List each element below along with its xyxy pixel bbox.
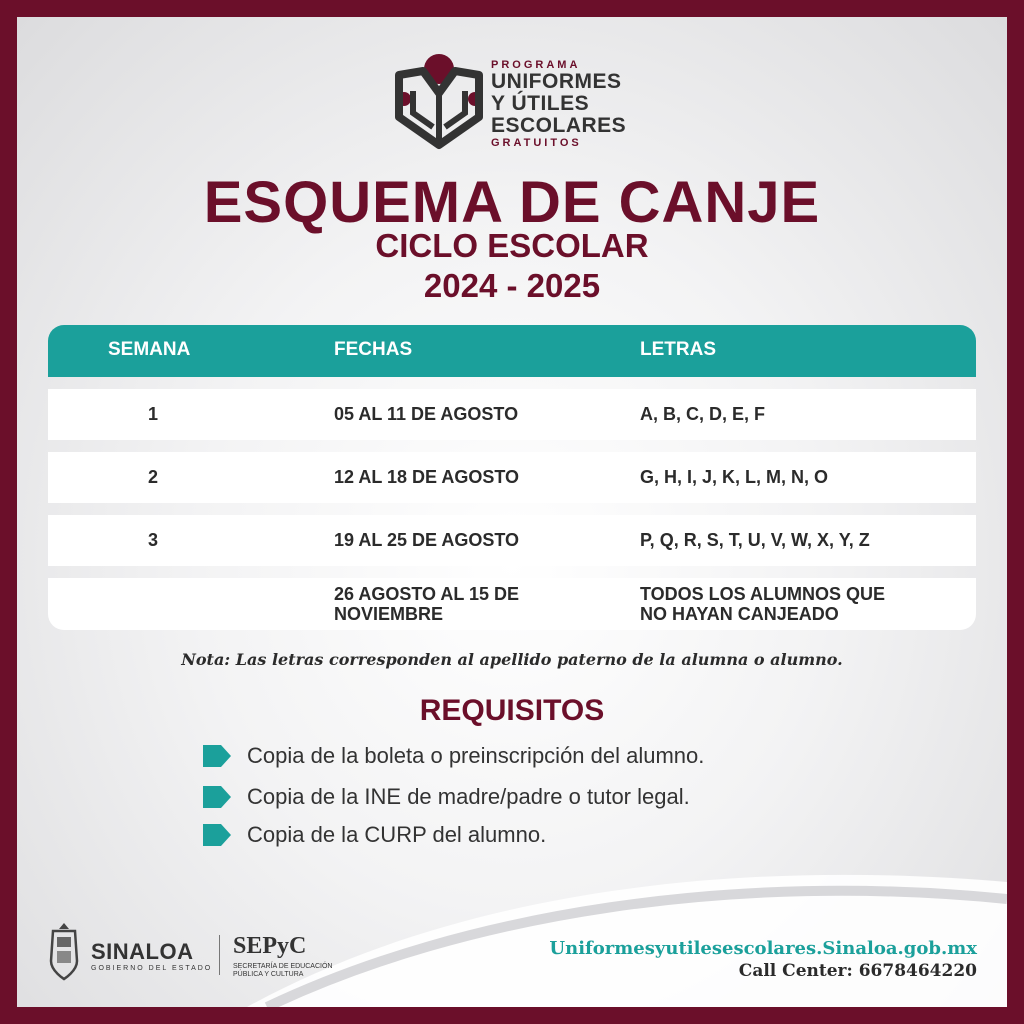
header-fechas: FECHAS bbox=[334, 339, 413, 360]
program-name-line3: ESCOLARES bbox=[491, 114, 627, 137]
agency-subtitle-line1: SECRETARÍA DE EDUCACIÓN bbox=[233, 963, 333, 970]
cell-letras-line2: NO HAYAN CANJEADO bbox=[640, 604, 839, 624]
requirement-text: Copia de la INE de madre/padre o tutor legal. bbox=[247, 784, 690, 809]
cell-fechas: 05 AL 11 DE AGOSTO bbox=[334, 404, 519, 424]
requirement-text: Copia de la boleta o preinscripción del alumno. bbox=[247, 743, 705, 768]
state-crest-icon bbox=[47, 921, 81, 981]
cell-semana: 3 bbox=[148, 530, 159, 550]
program-logo-icon bbox=[395, 53, 485, 153]
school-year: 2024 - 2025 bbox=[423, 267, 601, 304]
requirement-text: Copia de la CURP del alumno. bbox=[247, 822, 547, 847]
cell-letras: G, H, I, J, K, L, M, N, O bbox=[640, 467, 829, 487]
schedule-table-header bbox=[48, 325, 976, 377]
page-title: ESQUEMA DE CANJE bbox=[203, 170, 821, 235]
table-row bbox=[48, 452, 976, 503]
agency-name: SEPyC bbox=[233, 933, 307, 959]
arrow-bullet-icon bbox=[203, 786, 231, 808]
cell-fechas-line1: 26 AGOSTO AL 15 DE bbox=[334, 584, 520, 604]
cell-semana: 1 bbox=[148, 404, 159, 424]
cell-fechas-line2: NOVIEMBRE bbox=[334, 604, 444, 624]
cell-fechas bbox=[334, 584, 519, 624]
cell-letras: A, B, C, D, E, F bbox=[640, 404, 766, 424]
program-logo bbox=[395, 53, 655, 163]
poster-panel bbox=[17, 17, 1007, 1007]
agency-subtitle-line2: PÚBLICA Y CULTURA bbox=[233, 971, 304, 978]
government-logos bbox=[47, 921, 347, 985]
agency-subtitle bbox=[233, 963, 332, 979]
header-semana: SEMANA bbox=[108, 339, 191, 360]
program-tagline: GRATUITOS bbox=[491, 137, 582, 149]
table-row bbox=[48, 389, 976, 440]
table-row bbox=[48, 515, 976, 566]
header-letras: LETRAS bbox=[640, 339, 716, 360]
state-name: SINALOA bbox=[91, 939, 194, 964]
program-logo-text bbox=[491, 59, 626, 149]
page-subtitle: CICLO ESCOLAR bbox=[375, 227, 649, 264]
logo-divider bbox=[219, 935, 220, 975]
cell-semana: 2 bbox=[148, 467, 159, 487]
call-center: Call Center: 6678464220 bbox=[738, 961, 977, 981]
cell-fechas: 19 AL 25 DE AGOSTO bbox=[334, 530, 520, 550]
cell-fechas: 12 AL 18 DE AGOSTO bbox=[334, 467, 520, 487]
program-name-line1: UNIFORMES bbox=[491, 70, 622, 93]
website-link[interactable]: Uniformesyutilesescolares.Sinaloa.gob.mx bbox=[549, 938, 977, 959]
cell-letras-line1: TODOS LOS ALUMNOS QUE bbox=[640, 584, 886, 604]
program-label: PROGRAMA bbox=[491, 59, 581, 71]
cell-letras bbox=[640, 584, 885, 624]
requirements-title: REQUISITOS bbox=[419, 694, 605, 727]
program-name-line2: Y ÚTILES bbox=[491, 92, 590, 115]
cell-letras: P, Q, R, S, T, U, V, W, X, Y, Z bbox=[640, 530, 870, 550]
table-note: Nota: Las letras corresponden al apellido paterno de la alumna o alumno. bbox=[181, 650, 843, 669]
state-government-label: GOBIERNO DEL ESTADO bbox=[91, 965, 213, 972]
table-row bbox=[48, 578, 976, 630]
arrow-bullet-icon bbox=[203, 745, 231, 767]
